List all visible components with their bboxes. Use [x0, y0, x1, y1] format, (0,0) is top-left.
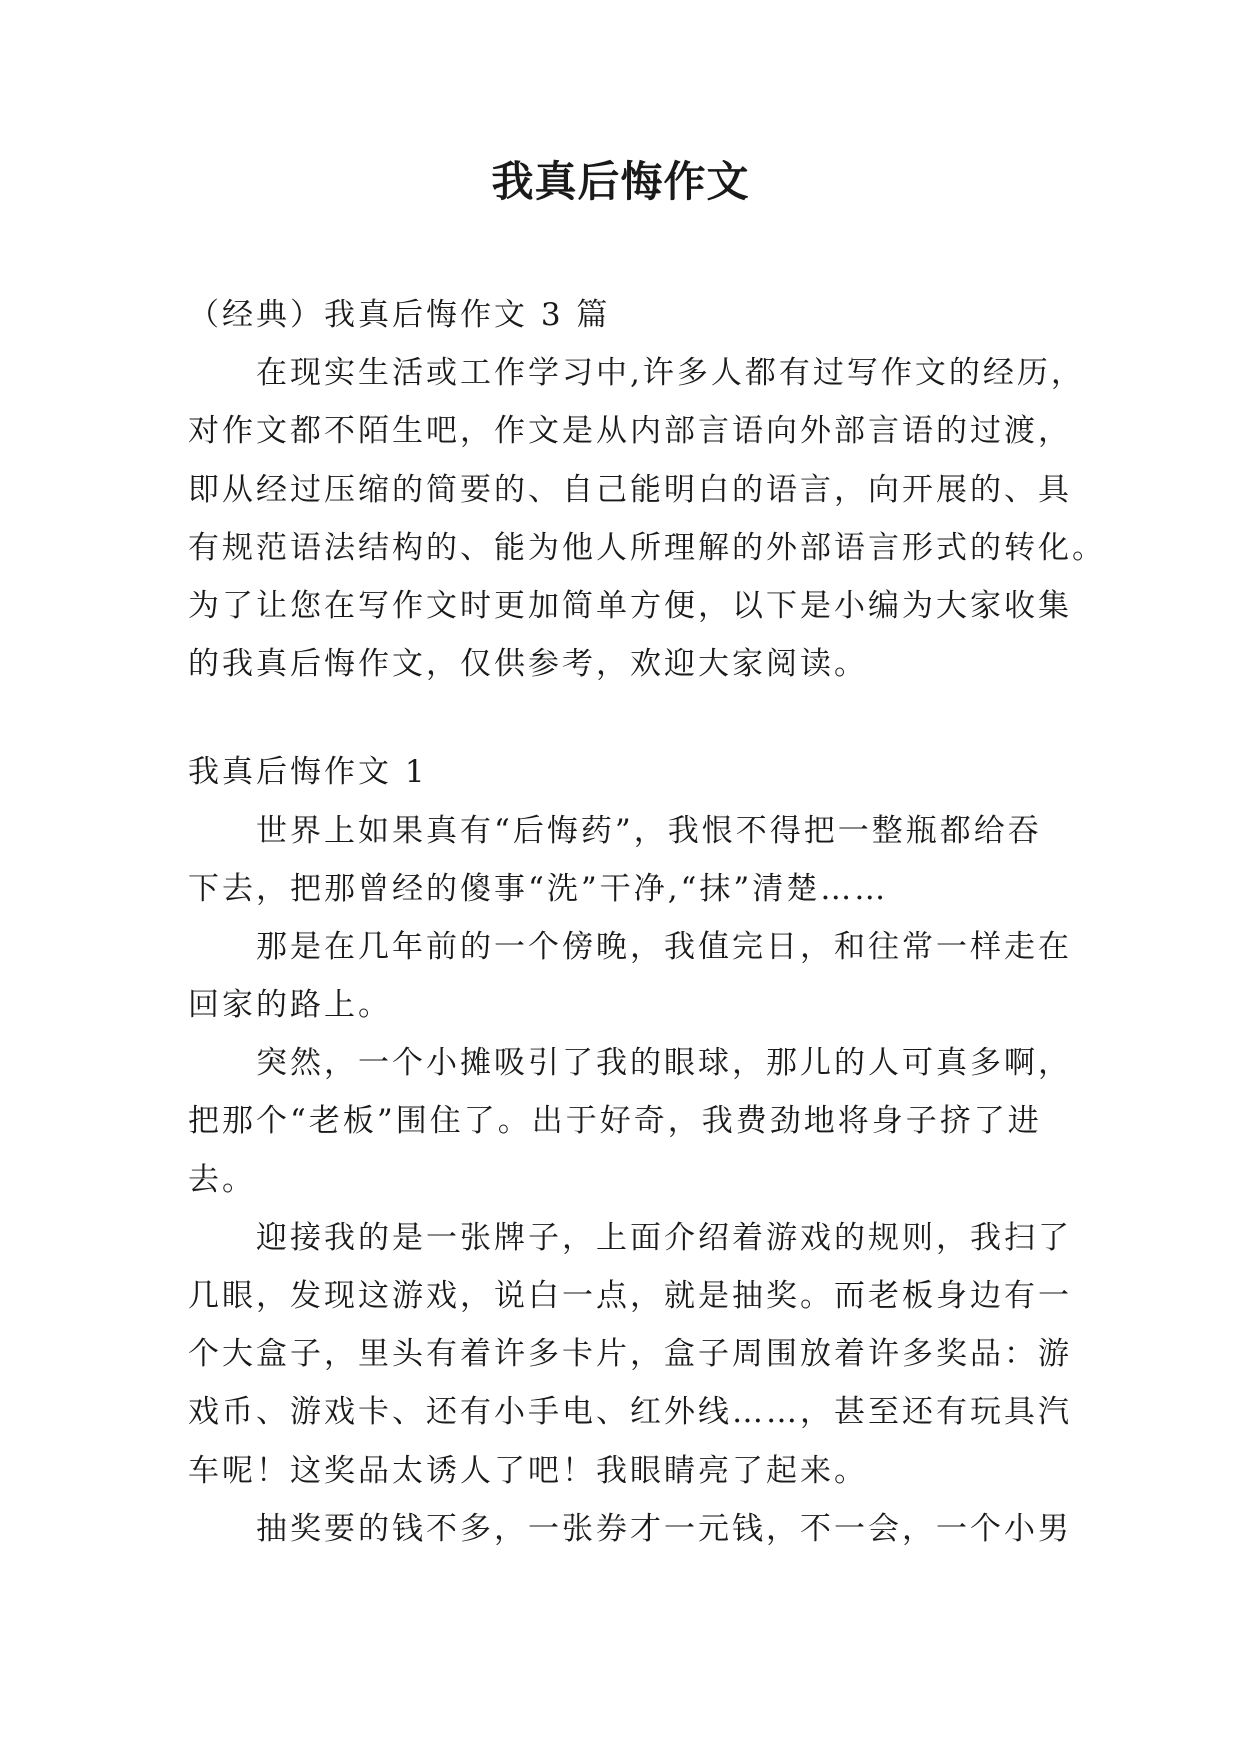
- paragraph: [188, 1209, 1072, 1500]
- intro-line: 为了让您在写作文时更加简单方便，以下是小编为大家收集: [188, 587, 1072, 624]
- paragraph: [188, 802, 1063, 918]
- intro-line: 在现实生活或工作学习中,许多人都有过写作文的经历，: [256, 355, 1085, 392]
- paragraph-line: 去。: [188, 1161, 256, 1198]
- paragraph: [188, 1500, 1072, 1558]
- paragraph-line: 世界上如果真有“后悔药”，我恨不得把一整瓶都给吞: [256, 812, 1042, 849]
- paragraph-line: 个大盒子，里头有着许多卡片，盒子周围放着许多奖品：游: [188, 1336, 1072, 1373]
- intro-line: 有规范语法结构的、能为他人所理解的外部语言形式的转化。: [188, 529, 1106, 566]
- intro-line: 对作文都不陌生吧，作文是从内部言语向外部言语的过渡，: [188, 413, 1072, 450]
- document-title: 我真后悔作文: [491, 157, 750, 206]
- paragraph-line: 抽奖要的钱不多，一张券才一元钱，不一会，一个小男: [256, 1510, 1072, 1547]
- paragraph-line: 戏币、游戏卡、还有小手电、红外线……，甚至还有玩具汽: [188, 1394, 1072, 1431]
- section-spacer: [188, 693, 1063, 743]
- intro-line: 即从经过压缩的简要的、自己能明白的语言，向开展的、具: [188, 471, 1072, 508]
- document-body: [188, 286, 1106, 1558]
- paragraph-line: 那是在几年前的一个傍晚，我值完日，和往常一样走在: [256, 928, 1072, 965]
- paragraph-line: 几眼，发现这游戏，说白一点，就是抽奖。而老板身边有一: [188, 1278, 1072, 1314]
- intro-paragraph: [188, 344, 1106, 693]
- paragraph-line: 突然，一个小摊吸引了我的眼球，那儿的人可真多啊，: [256, 1045, 1072, 1082]
- paragraph-line: 把那个“老板”围住了。出于好奇，我费劲地将身子挤了进: [188, 1103, 1042, 1140]
- paragraph-line: 下去，把那曾经的傻事“洗”干净,“抹”清楚……: [188, 870, 889, 907]
- paragraph: [188, 1034, 1072, 1209]
- paragraph: [188, 918, 1072, 1034]
- intro-line: 的我真后悔作文，仅供参考，欢迎大家阅读。: [188, 646, 868, 683]
- paragraph-line: 回家的路上。: [188, 987, 392, 1024]
- section-heading: 我真后悔作文 1: [188, 754, 428, 791]
- paragraph-line: 车呢！这奖品太诱人了吧！我眼睛亮了起来。: [188, 1452, 868, 1489]
- document-subtitle: （经典）我真后悔作文 3 篇: [188, 297, 611, 333]
- paragraph-line: 迎接我的是一张牌子，上面介绍着游戏的规则，我扫了: [256, 1219, 1072, 1256]
